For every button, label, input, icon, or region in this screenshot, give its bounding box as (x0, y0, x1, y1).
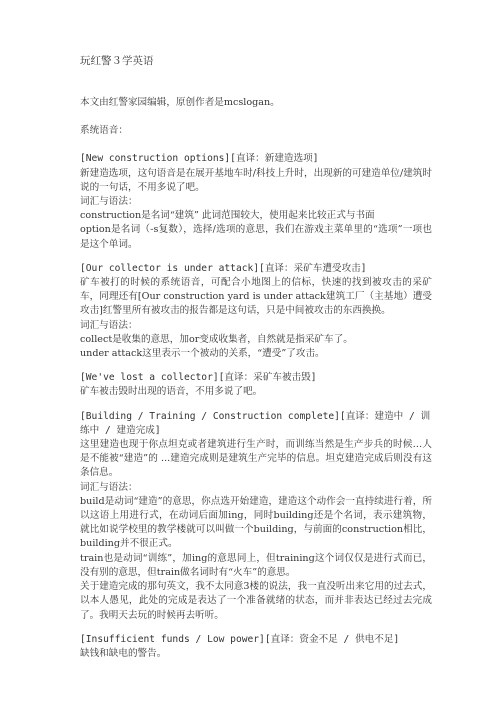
entry-insufficient-funds (80, 633, 432, 661)
entry-collector-attack (80, 262, 432, 361)
entry-description: 缺钱和缺电的警告。 (80, 647, 167, 659)
vocab-note: train也是动词“训练”，加ing的意思同上，但training这个词仅仅是进行式而已，没有别的意思，但train做名词时有“火车”的意思。 (80, 552, 432, 578)
entry-description: 矿车被打的时候的系统语音，可配合小地图上的信标，快速的找到被攻击的采矿车，同理还有[Our construction yard is under attack建筑工厂（主基地）遭受攻击]红警里所有被攻击的报告都是这句话，只是中间被攻击的东西换换。 (80, 277, 432, 317)
vocab-note: build是动词“建造”的意思，你点选开始建造，建造这个动作会一直持续进行着，所以这语上用进行式，在动词后面加ing，同时building还是个名词，表示建筑物，就比如说学校里的教学楼就可以叫做一个building，与前面的construction相比，building并不很正式。 (80, 495, 432, 550)
entry-building-training (80, 410, 432, 623)
vocab-note: under attack这里表示一个被动的关系，“遭受”了攻击。 (80, 348, 325, 360)
document-body (80, 96, 432, 661)
vocab-note: option是名词（-s复数），选择/选项的意思，我们在游戏主菜单里的“选项”一项也是这个单词。 (80, 224, 432, 250)
vocab-label: 词汇与语法： (80, 481, 138, 493)
document-title: 玩红警３学英语 (80, 55, 154, 67)
entry-heading: [We've lost a collector][直译：采矿车被击毁] (80, 372, 317, 384)
vocab-note: construction是名词“建筑” 此词范围较大，使用起来比较正式与书面 (80, 210, 375, 222)
entry-description: 矿车被击毁时出现的语音，不用多说了吧。 (80, 386, 263, 398)
vocab-note: 关于建造完成的那句英文，我不太同意3楼的说法，我一直没听出来它用的过去式，以本人愚见，此处的完成是表达了一个准备就绪的状态，而并非表达已经过去完成了。我明天去玩的时候再去听听。 (80, 581, 432, 621)
entry-description: 新建造选项，这句语音是在展开基地车时/科技上升时，出现新的可建造单位/建筑时说的一句话，不用多说了吧。 (80, 167, 432, 193)
intro-paragraph: 本文由红警家园编辑，原创作者是mcslogan。 (80, 97, 280, 108)
section-label: 系统语音： (80, 125, 128, 137)
entry-lost-collector (80, 371, 432, 399)
entry-description: 这里建造也现于你点坦克或者建筑进行生产时，而训练当然是生产步兵的时候…人是不能被“建造”的 ...建造完成则是建筑生产完毕的信息。坦克建造完成后则没有这条信息。 (80, 439, 432, 479)
entry-heading: [Insufficient funds / Low power][直译：资金不足 / 供电不足] (80, 633, 400, 645)
entry-heading: [Our collector is under attack][直译：采矿车遭受攻击] (80, 262, 367, 274)
vocab-label: 词汇与语法： (80, 319, 138, 331)
entry-new-construction (80, 152, 432, 251)
vocab-label: 词汇与语法： (80, 196, 138, 208)
entry-heading: [New construction options][直译：新建造选项] (80, 153, 319, 165)
entry-heading: [Building / Training / Construction complete][直译：建造中 / 训练中 / 建造完成] (80, 410, 431, 436)
vocab-note: collect是收集的意思，加or变成收集者，自然就是指采矿车了。 (80, 333, 353, 345)
